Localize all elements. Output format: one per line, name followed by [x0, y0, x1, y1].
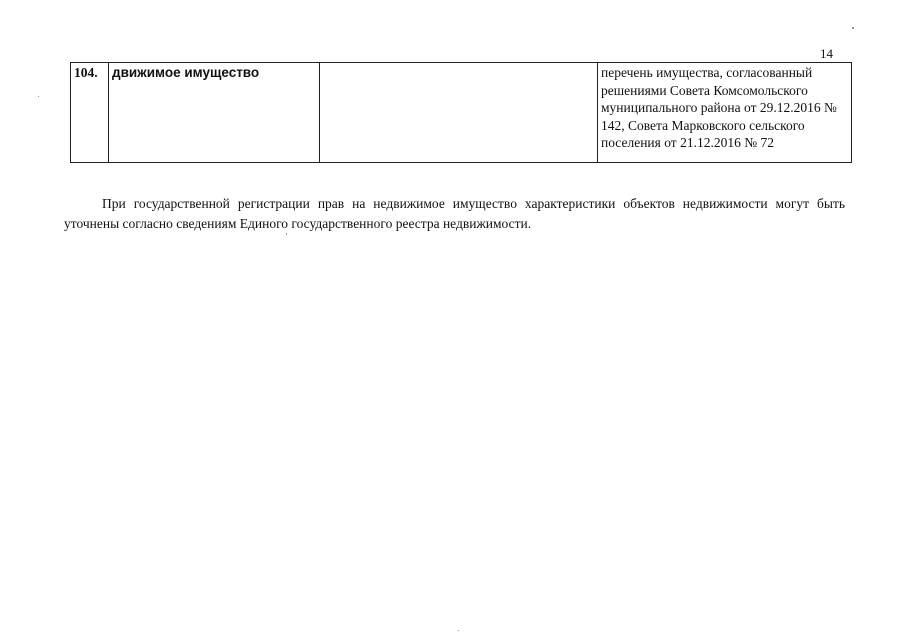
property-name: движимое имущество — [109, 63, 320, 163]
scan-speck — [286, 233, 287, 235]
registration-note: При государственной регистрации прав на недвижимое имущество характеристики объектов недвижимости могут быть уточнены согласно сведениям Единого государственного реестра недвижимости. — [64, 195, 845, 231]
scan-speck — [458, 630, 459, 631]
row-number: 104. — [71, 63, 109, 163]
table-row — [71, 63, 852, 163]
scan-speck — [38, 96, 39, 97]
property-characteristics — [320, 63, 598, 163]
property-table — [70, 62, 852, 163]
scan-speck — [852, 27, 854, 29]
ownership-basis: перечень имущества, согласованный решениями Совета Комсомольского муниципального района от 29.12.2016 № 142, Совета Марковского сельского поселения от 21.12.2016 № 72 — [598, 63, 852, 163]
page-number: 14 — [820, 46, 833, 61]
